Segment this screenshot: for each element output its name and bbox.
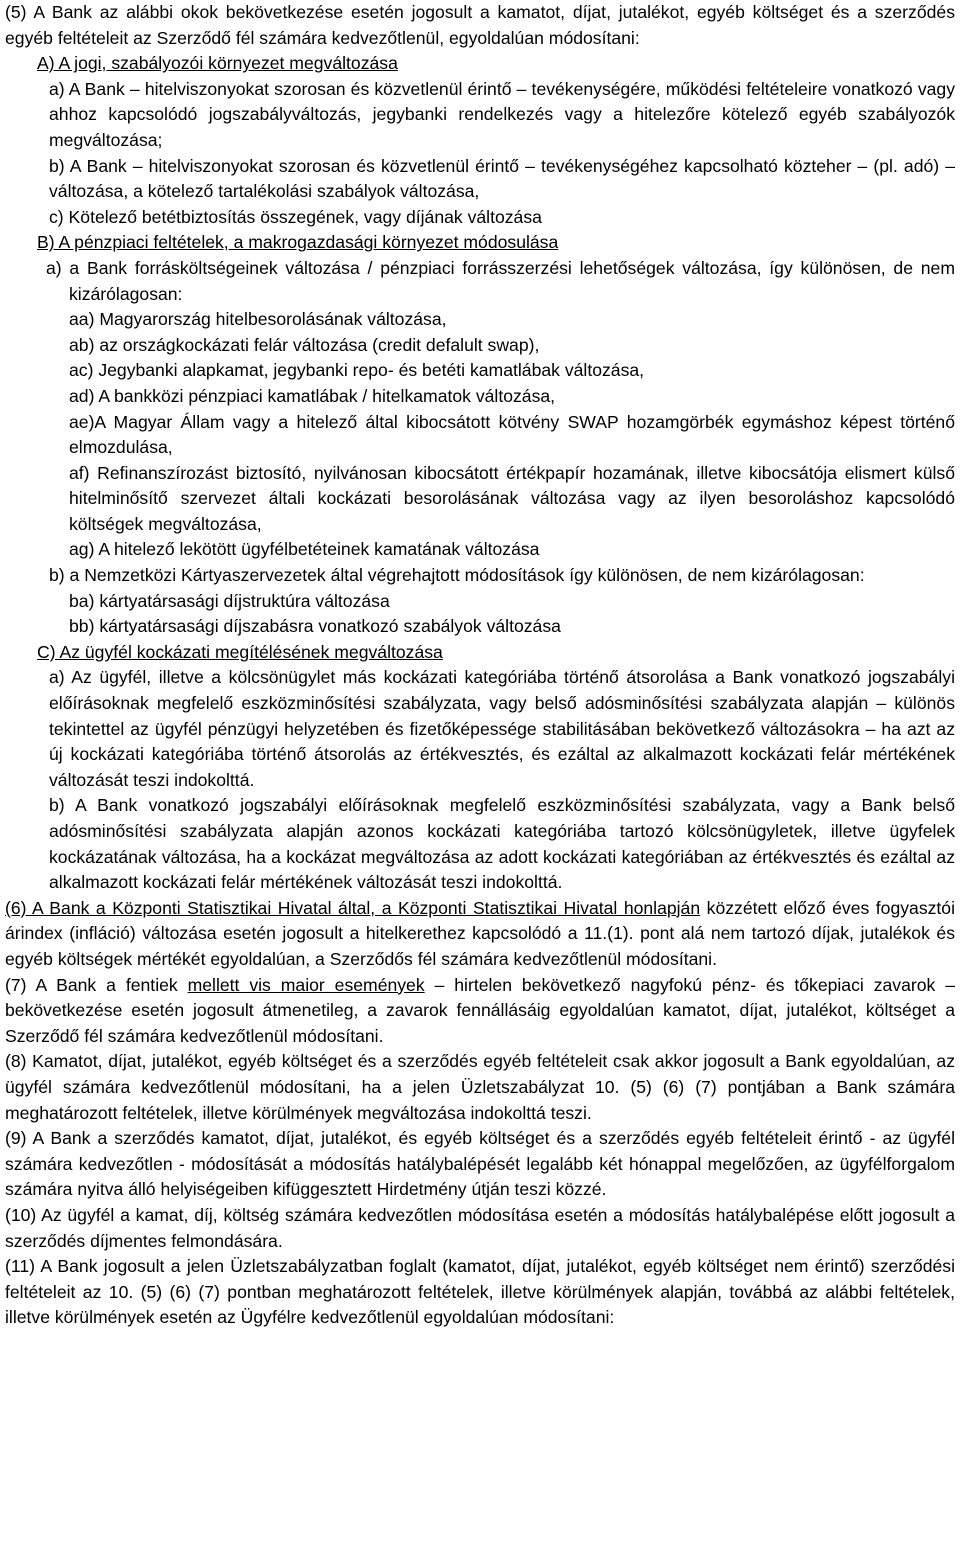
paragraph-7 [5, 973, 955, 1050]
paragraph-7-start: (7) A Bank a fentiek [5, 974, 188, 995]
paragraph-7-rest: – hirtelen bekövetkező nagyfokú pénz- és tőkepiaci zavarok – bekövetkezése esetén jogosult átmenetileg, a zavarok fennállásáig egyoldalúan kamatot, díjat, jutalékot, költséget a Szerződő fél számára kedvezőtlenül módosítani. [5, 974, 956, 1046]
paragraph-6-underlined: (6) A Bank a Központi Statisztikai Hivatal által, a Központi Statisztikai Hivatal honlapján [5, 897, 701, 918]
heading-text: A) A jogi, szabályozói környezet megváltozása [37, 53, 398, 74]
paragraph-5: (5) A Bank az alábbi okok bekövetkezése esetén jogosult a kamatot, díjat, jutalékot, egyéb költséget és a szerződés egyéb feltételeit az Szerződő fél számára kedvezőtlenül, egyoldalúan módosítani: [5, 2, 955, 48]
document-body [5, 0, 955, 1331]
heading-b-money-market [5, 230, 955, 256]
paragraph-6-rest: közzétett előző éves fogyasztói árindex (infláció) változása esetén jogosult a hitelkerethez kapcsolódó a 11.(1). pont alá nem tartozó díjak, jutalékok és egyéb költségek mértékét egyoldalúan, a Szerződős fél számára kedvezőtlenül módosítani. [5, 897, 955, 969]
item-b-ac: ac) Jegybanki alapkamat, jegybanki repo- és betéti kamatlábak változása, [69, 360, 645, 381]
heading-text: C) Az ügyfél kockázati megítélésének megváltozása [37, 641, 443, 662]
item-b-ab: ab) az országkockázati felár változása (credit defalult swap), [69, 334, 540, 355]
item-b-b: b) a Nemzetközi Kártyaszervezetek által végrehajtott módosítások így különösen, de nem kizárólagosan: [49, 565, 865, 586]
heading-a-legal-environment [5, 51, 955, 77]
paragraph-6 [5, 896, 955, 973]
item-b-af: af) Refinanszírozást biztosító, nyilvánosan kibocsátott értékpapír hozamának, illetve kibocsátója elismert külső hitelminősítő szervezet általi kockázati besorolásának változása vagy az ilyen besoroláshoz kapcsolódó költségek megváltozása, [69, 462, 955, 534]
paragraph-9: (9) A Bank a szerződés kamatot, díjat, jutalékot, és egyéb költséget és a szerződés egyéb feltételeit érintő - az ügyfél számára kedvezőtlen - módosítását a módosítás hatálybalépését legalább két hónappal megelőzően, az ügyfélforgalom számára nyitva álló helyiségeiben kifüggesztett Hirdetmény útján teszi közzé. [5, 1128, 955, 1200]
item-b-bb: bb) kártyatársasági díjszabásra vonatkozó szabályok változása [69, 616, 561, 637]
item-a-c: c) Kötelező betétbiztosítás összegének, vagy díjának változása [49, 206, 542, 227]
item-b-aa: aa) Magyarország hitelbesorolásának változása, [69, 309, 447, 330]
item-c-a: a) Az ügyfél, illetve a kölcsönügylet más kockázati kategóriába történő átsorolása a Bank vonatkozó jogszabályi előírásoknak megfelelő eszközminősítési szabályzata, vagy belső adósminősítési szabályzata alapján – különös tekintettel az ügyfél pénzügyi helyzetében és fizetőképessége stabilitásában bekövetkező változásokra – ha azt az új kockázati kategóriába történő átsorolás az értékvesztés, és ezáltal az alkalmazott kockázati felár mértékének változását teszi indokolttá. [49, 667, 955, 790]
item-b-a: a) a Bank forrásköltségeinek változása / pénzpiaci forrásszerzési lehetőségek változása, így különösen, de nem kizárólagosan: [46, 257, 955, 304]
heading-c-client-risk [5, 640, 955, 666]
paragraph-10: (10) Az ügyfél a kamat, díj, költség számára kedvezőtlen módosítása esetén a módosítás hatálybalépése előtt jogosult a szerződés díjmentes felmondására. [5, 1204, 955, 1251]
item-b-ba: ba) kártyatársasági díjstruktúra változása [69, 590, 390, 611]
item-a-b: b) A Bank – hitelviszonyokat szorosan és közvetlenül érintő – tevékenységéhez kapcsolható közteher – (pl. adó) – változása, a kötelező tartalékolási szabályok változása, [49, 155, 955, 202]
item-b-ae: ae)A Magyar Állam vagy a hitelező által kibocsátott kötvény SWAP hozamgörbék egymáshoz képest történő elmozdulása, [69, 411, 955, 458]
paragraph-7-underlined: mellett vis maior események [187, 974, 425, 995]
item-a-a: a) A Bank – hitelviszonyokat szorosan és közvetlenül érintő – tevékenységére, működési feltételeire vonatkozó vagy ahhoz kapcsolódó jogszabályváltozás, jegybanki rendelkezés vagy a hitelezőre kötelező egyéb szabályozók megváltozása; [49, 78, 955, 150]
paragraph-11: (11) A Bank jogosult a jelen Üzletszabályzatban foglalt (kamatot, díjat, jutalékot, egyéb költséget nem érintő) szerződési feltételeit az 10. (5) (6) (7) pontban meghatározott feltételek, illetve körülmények alapján, továbbá az alábbi feltételek, illetve körülmények esetén az Ügyfélre kedvezőtlenül egyoldalúan módosítani: [5, 1256, 955, 1328]
item-c-b: b) A Bank vonatkozó jogszabályi előírásoknak megfelelő eszközminősítési szabályzata, vagy a Bank belső adósminősítési szabályzata alapján azonos kockázati kategóriába tartozó kölcsönügyletek, illetve ügyfelek kockázatának változása, ha a kockázat megváltozása az adott kockázati kategóriában az értékvesztés és ezáltal az alkalmazott kockázati felár mértékének változását teszi indokolttá. [49, 795, 955, 893]
heading-text: B) A pénzpiaci feltételek, a makrogazdasági környezet módosulása [37, 232, 559, 253]
paragraph-8: (8) Kamatot, díjat, jutalékot, egyéb költséget és a szerződés egyéb feltételeit csak akkor jogosult a Bank egyoldalúan, az ügyfél számára kedvezőtlenül módosítani, ha a jelen Üzletszabályzat 10. (5) (6) (7) pontjában a Bank számára meghatározott feltételek, illetve körülmények megváltozása indokolttá teszi. [5, 1051, 955, 1123]
item-b-ag: ag) A hitelező lekötött ügyfélbetéteinek kamatának változása [69, 539, 540, 560]
item-b-ad: ad) A bankközi pénzpiaci kamatlábak / hitelkamatok változása, [69, 385, 556, 406]
